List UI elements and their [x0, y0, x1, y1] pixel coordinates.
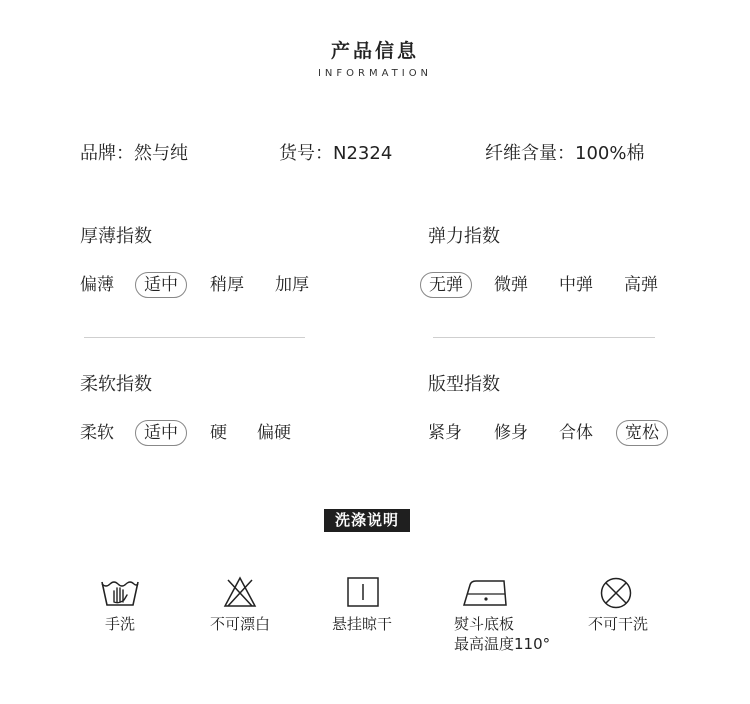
fiber-content-info: 纤维含量：100%棉 [485, 143, 645, 164]
elasticity-title: 弹力指数 [428, 226, 500, 247]
thickness-title: 厚薄指数 [80, 226, 152, 247]
care-label-hand-wash: 手洗 [104, 615, 135, 633]
hand-wash-icon [100, 576, 140, 608]
care-label-no-bleach: 不可漂白 [209, 615, 270, 633]
thickness-option: 偏薄 [80, 275, 114, 295]
item-number-info: 货号：N2324 [279, 143, 393, 164]
softness-option: 硬 [210, 423, 227, 443]
divider [84, 337, 305, 338]
elasticity-option: 微弹 [494, 275, 528, 295]
softness-option: 柔软 [80, 423, 114, 443]
divider [433, 337, 655, 338]
care-label-iron: 熨斗底板 [454, 615, 515, 633]
care-label-line-dry: 悬挂晾干 [331, 615, 392, 633]
page-title: 产品信息 [330, 40, 419, 62]
no-dry-clean-icon [600, 577, 632, 609]
care-section-title: 洗涤说明 [324, 509, 410, 532]
fit-option-selected: 宽松 [616, 420, 668, 446]
thickness-option-selected: 适中 [135, 272, 187, 298]
thickness-option: 加厚 [275, 275, 309, 295]
iron-icon [462, 577, 508, 607]
no-bleach-icon [223, 576, 257, 608]
elasticity-option: 高弹 [624, 275, 658, 295]
softness-option-selected: 适中 [135, 420, 187, 446]
elasticity-option-selected: 无弹 [420, 272, 472, 298]
fit-option: 修身 [494, 423, 528, 443]
softness-title: 柔软指数 [80, 374, 152, 395]
softness-option: 偏硬 [257, 423, 291, 443]
thickness-option: 稍厚 [210, 275, 244, 295]
elasticity-option: 中弹 [559, 275, 593, 295]
care-label-no-dry-clean: 不可干洗 [587, 615, 648, 633]
fit-option: 合体 [559, 423, 593, 443]
brand-info: 品牌：然与纯 [80, 143, 188, 164]
care-label-iron-temp: 最高温度110° [454, 635, 551, 653]
page-subtitle: INFORMATION [317, 68, 433, 79]
fit-option: 紧身 [428, 423, 462, 443]
line-dry-icon [347, 577, 379, 607]
fit-title: 版型指数 [428, 374, 500, 395]
